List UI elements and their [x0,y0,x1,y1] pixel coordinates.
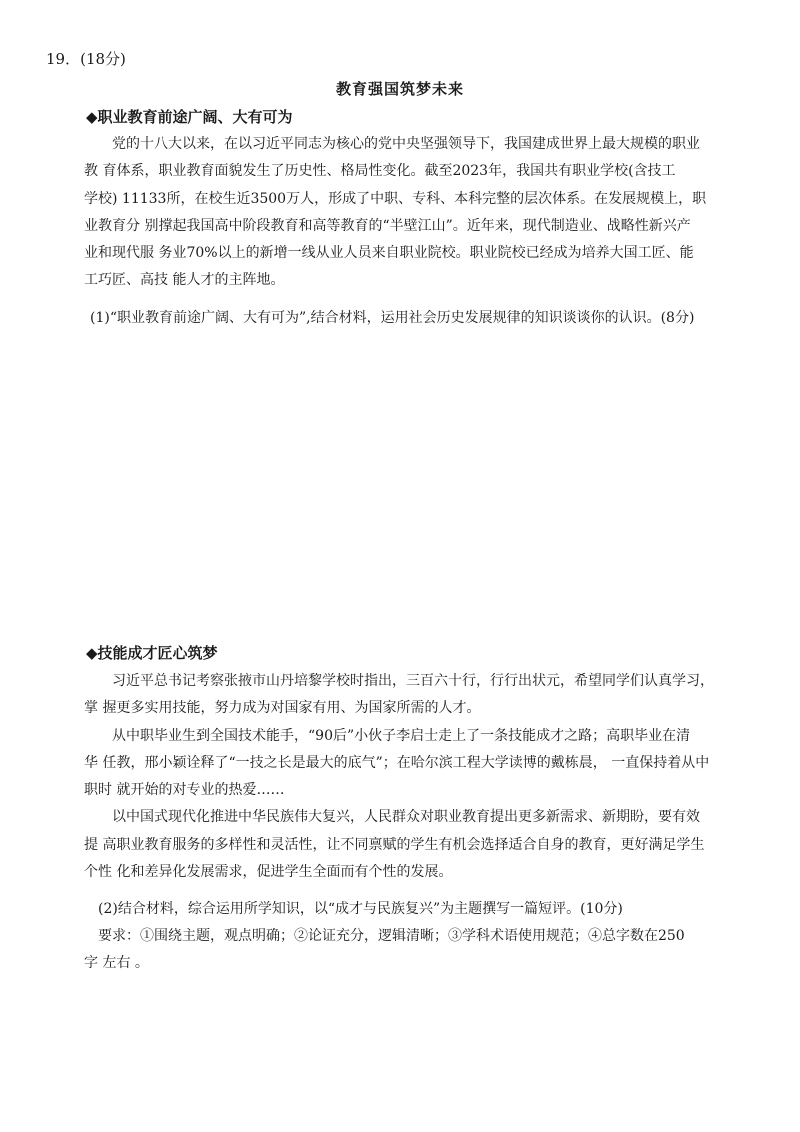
section1-material [84,131,756,295]
section1-line: 党的十八大以来，在以习近平同志为核心的党中央坚强领导下，我国建成世界上最大规模的职业 [84,136,700,152]
section2-line: 华 任教，邢小颖诠释了“一技之长是最大的底气”；在哈尔滨工程大学读博的戴栋晨， 一直保持着从中 [84,754,710,771]
question-1: (1)“职业教育前途广阔、大有可为”,结合材料，运用社会历史发展规律的知识谈谈你的认识。(8分) [90,310,695,326]
section2-line: 从中职毕业生到全国技术能手，“90后”小伙子李启士走上了一条技能成才之路；高职毕业在清 [84,727,691,744]
requirements-line-2: 字 左右 。 [84,955,149,971]
section2-heading: ◆技能成才匠心筑梦 [86,644,218,662]
section2-line: 职时 就开始的对专业的热爱…… [84,782,285,799]
section1-heading: ◆职业教育前途广阔、大有可为 [86,108,293,126]
section2-material [84,668,756,886]
question-number: 19．(18分) [46,50,126,68]
section2-line: 个性 化和差异化发展需求，促进学生全面而有个性的发展。 [84,864,453,881]
section1-line: 工巧匠、高技 能人才的主阵地。 [84,272,285,289]
section2-line: 掌 握更多实用技能，努力成为对国家有用、为国家所需的人才。 [84,700,481,717]
section1-line: 学校) 11133所，在校生近3500万人，形成了中职、专科、本科完整的层次体系。在发展规模上，职 [84,190,707,207]
section2-line: 以中国式现代化推进中华民族伟大复兴，人民群众对职业教育提出更多新需求、新期盼，要有效 [84,809,700,826]
page-title: 教育强国筑梦未来 [335,80,464,98]
section1-line: 业教育分 别撑起我国高中阶段教育和高等教育的“半壁江山”。近年来，现代制造业、战略性新兴产 [84,217,691,234]
section2-line: 提 高职业教育服务的多样性和灵活性，让不同禀赋的学生有机会选择适合自身的教育，更好满足学生 [84,836,705,853]
section2-line: 习近平总书记考察张掖市山丹培黎学校时指出，三百六十行，行行出状元，希望同学们认真学习， [84,673,714,689]
section1-line: 教 育体系，职业教育面貌发生了历史性、格局性变化。截至2023年，我国共有职业学校(含技工 [84,163,676,180]
section1-line: 业和现代服 务业70%以上的新增一线从业人员来自职业院校。职业院校已经成为培养大国工匠、能 [84,245,694,262]
question-2: (2)结合材料，综合运用所学知识，以“成才与民族复兴”为主题撰写一篇短评。(10分) [98,901,623,917]
requirements-line-1: 要求：①围绕主题，观点明确；②论证充分，逻辑清晰；③学科术语使用规范；④总字数在250 [98,928,685,944]
